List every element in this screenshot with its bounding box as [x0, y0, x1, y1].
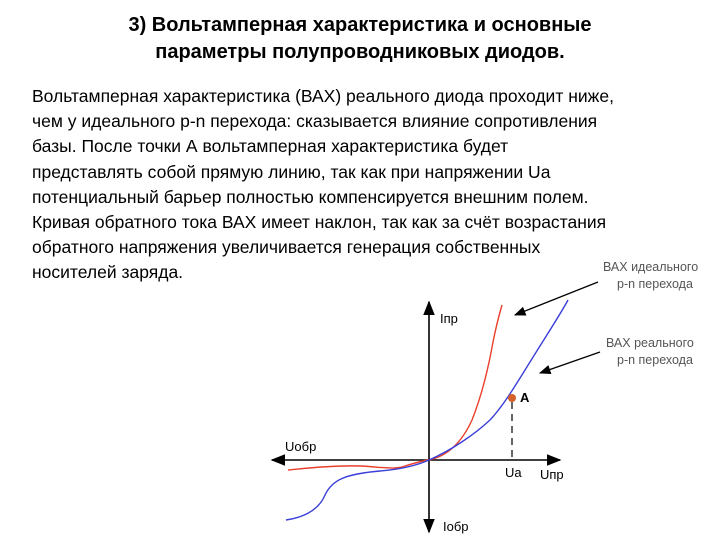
paragraph-line: обратного напряжения увеличивается генерация собственных — [32, 237, 541, 258]
reverse-voltage-label: Uобр — [285, 439, 317, 454]
real-curve — [286, 300, 568, 520]
real-callout-line-2: p-n перехода — [617, 353, 693, 367]
point-a-label: A — [520, 390, 530, 405]
real-callout-line-1: ВАХ реального — [606, 336, 694, 350]
point-a-marker — [508, 394, 516, 402]
title-line-2: параметры полупроводниковых диодов. — [155, 41, 565, 63]
real-callout-arrow — [540, 352, 600, 373]
paragraph-line: носителей заряда. — [32, 262, 184, 283]
paragraph-line: представлять собой прямую линию, так как при напряжении Ua — [32, 161, 551, 182]
forward-current-label: Iпр — [440, 311, 458, 326]
paragraph-line: потенциальный барьер полностью компенсируется внешним полем. — [32, 186, 589, 207]
ideal-callout-line-2: p-n перехода — [617, 277, 693, 291]
title-line-1: 3) Вольтамперная характеристика и основные — [128, 14, 592, 36]
paragraph-line: Вольтамперная характеристика (ВАХ) реального диода проходит ниже, — [32, 86, 614, 106]
forward-voltage-label: Uпр — [540, 467, 564, 482]
ideal-callout-line-1: ВАХ идеального — [603, 260, 699, 274]
ua-label: Ua — [505, 465, 522, 480]
ideal-callout-arrow — [515, 282, 598, 315]
paragraph-line: Кривая обратного тока ВАХ имеет наклон, так как за счёт возрастания — [32, 212, 607, 233]
ideal-curve — [288, 305, 502, 470]
paragraph-line: чем у идеального p-n перехода: сказывается влияние сопротивления — [32, 111, 598, 132]
reverse-current-label: Iобр — [443, 519, 469, 534]
paragraph-line: базы. После точки А вольтамперная характеристика будет — [32, 136, 509, 157]
